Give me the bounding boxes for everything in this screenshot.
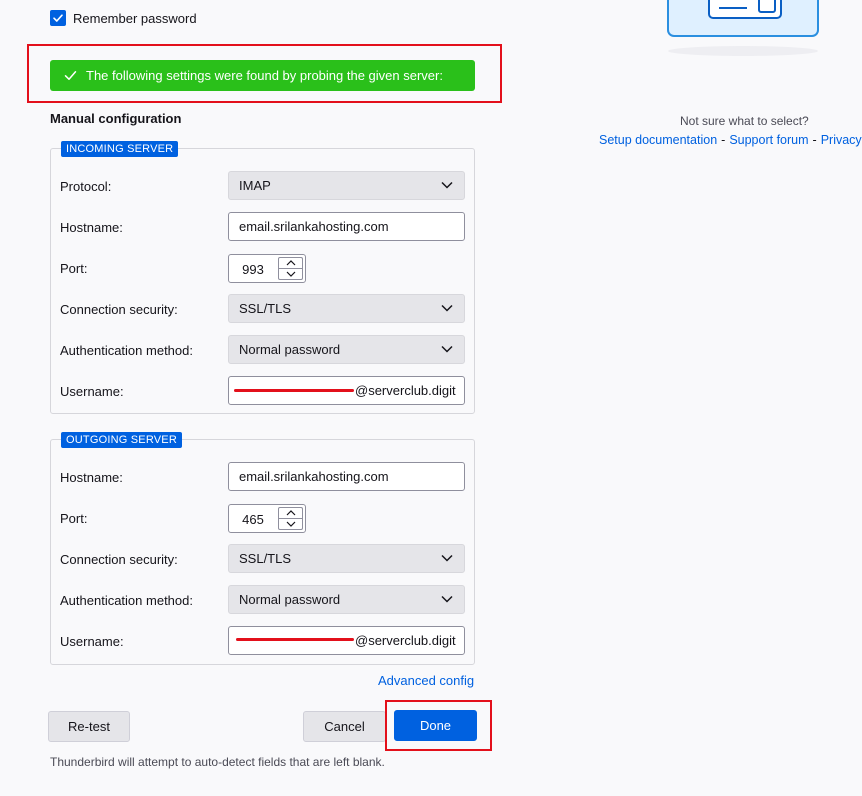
outgoing-hostname-label: Hostname:	[60, 470, 123, 485]
chevron-down-icon	[441, 595, 453, 603]
incoming-auth-value: Normal password	[239, 342, 341, 357]
incoming-protocol-select[interactable]	[228, 171, 465, 200]
auto-detect-footnote: Thunderbird will attempt to auto-detect fields that are left blank.	[50, 755, 385, 769]
incoming-port-input[interactable]	[228, 254, 306, 283]
spin-up-icon[interactable]	[278, 257, 303, 268]
setup-documentation-link[interactable]: Setup documentation	[599, 133, 718, 147]
incoming-username-label: Username:	[60, 384, 124, 399]
outgoing-auth-select[interactable]	[228, 585, 465, 614]
spin-up-icon[interactable]	[278, 507, 303, 518]
incoming-port-spinner[interactable]	[278, 257, 303, 280]
redaction-mark	[234, 389, 354, 392]
incoming-hostname-value: email.srilankahosting.com	[239, 219, 389, 234]
redaction-mark	[236, 638, 354, 641]
outgoing-username-label: Username:	[60, 634, 124, 649]
cancel-button[interactable]: Cancel	[303, 711, 386, 742]
chevron-down-icon	[441, 181, 453, 189]
remember-password-row[interactable]	[50, 10, 197, 26]
remember-password-checkbox[interactable]	[50, 10, 66, 26]
outgoing-auth-label: Authentication method:	[60, 593, 193, 608]
support-forum-link[interactable]: Support forum	[729, 133, 809, 147]
remember-password-label: Remember password	[73, 10, 197, 26]
chevron-down-icon	[441, 345, 453, 353]
annotation-box-done	[385, 700, 492, 751]
spin-down-icon[interactable]	[278, 518, 303, 530]
link-separator: -	[721, 133, 726, 147]
outgoing-username-suffix: @serverclub.digit	[355, 633, 456, 648]
chevron-down-icon	[441, 304, 453, 312]
incoming-auth-label: Authentication method:	[60, 343, 193, 358]
manual-configuration-title: Manual configuration	[50, 111, 182, 126]
incoming-security-value: SSL/TLS	[239, 301, 292, 316]
retest-button[interactable]: Re-test	[48, 711, 130, 742]
incoming-hostname-label: Hostname:	[60, 220, 123, 235]
checkmark-icon	[52, 12, 64, 24]
outgoing-port-spinner[interactable]	[278, 507, 303, 530]
done-button[interactable]: Done	[394, 710, 477, 741]
incoming-hostname-input[interactable]	[228, 212, 465, 241]
success-message: The following settings were found by probing the given server:	[86, 68, 443, 83]
outgoing-port-value: 465	[242, 512, 264, 527]
incoming-security-label: Connection security:	[60, 302, 178, 317]
privacy-link[interactable]: Privacy	[820, 133, 862, 147]
incoming-port-value: 993	[242, 262, 264, 277]
help-links	[599, 133, 862, 147]
outgoing-server-legend: OUTGOING SERVER	[61, 432, 182, 448]
spin-down-icon[interactable]	[278, 268, 303, 280]
illustration-shadow	[668, 46, 818, 56]
incoming-port-label: Port:	[60, 261, 88, 276]
annotation-box-success	[27, 44, 502, 103]
link-separator: -	[812, 133, 817, 147]
incoming-security-select[interactable]	[228, 294, 465, 323]
outgoing-security-label: Connection security:	[60, 552, 178, 567]
outgoing-hostname-input[interactable]	[228, 462, 465, 491]
advanced-config-link[interactable]: Advanced config	[378, 673, 475, 688]
incoming-protocol-label: Protocol:	[60, 179, 112, 194]
outgoing-port-label: Port:	[60, 511, 88, 526]
incoming-server-legend: INCOMING SERVER	[61, 141, 178, 157]
outgoing-security-value: SSL/TLS	[239, 551, 292, 566]
not-sure-text: Not sure what to select?	[680, 114, 809, 128]
incoming-protocol-value: IMAP	[239, 178, 271, 193]
outgoing-hostname-value: email.srilankahosting.com	[239, 469, 389, 484]
email-illustration	[667, 0, 819, 38]
incoming-username-suffix: @serverclub.digit	[355, 383, 456, 398]
outgoing-port-input[interactable]	[228, 504, 306, 533]
outgoing-security-select[interactable]	[228, 544, 465, 573]
chevron-down-icon	[441, 554, 453, 562]
outgoing-auth-value: Normal password	[239, 592, 341, 607]
incoming-auth-select[interactable]	[228, 335, 465, 364]
